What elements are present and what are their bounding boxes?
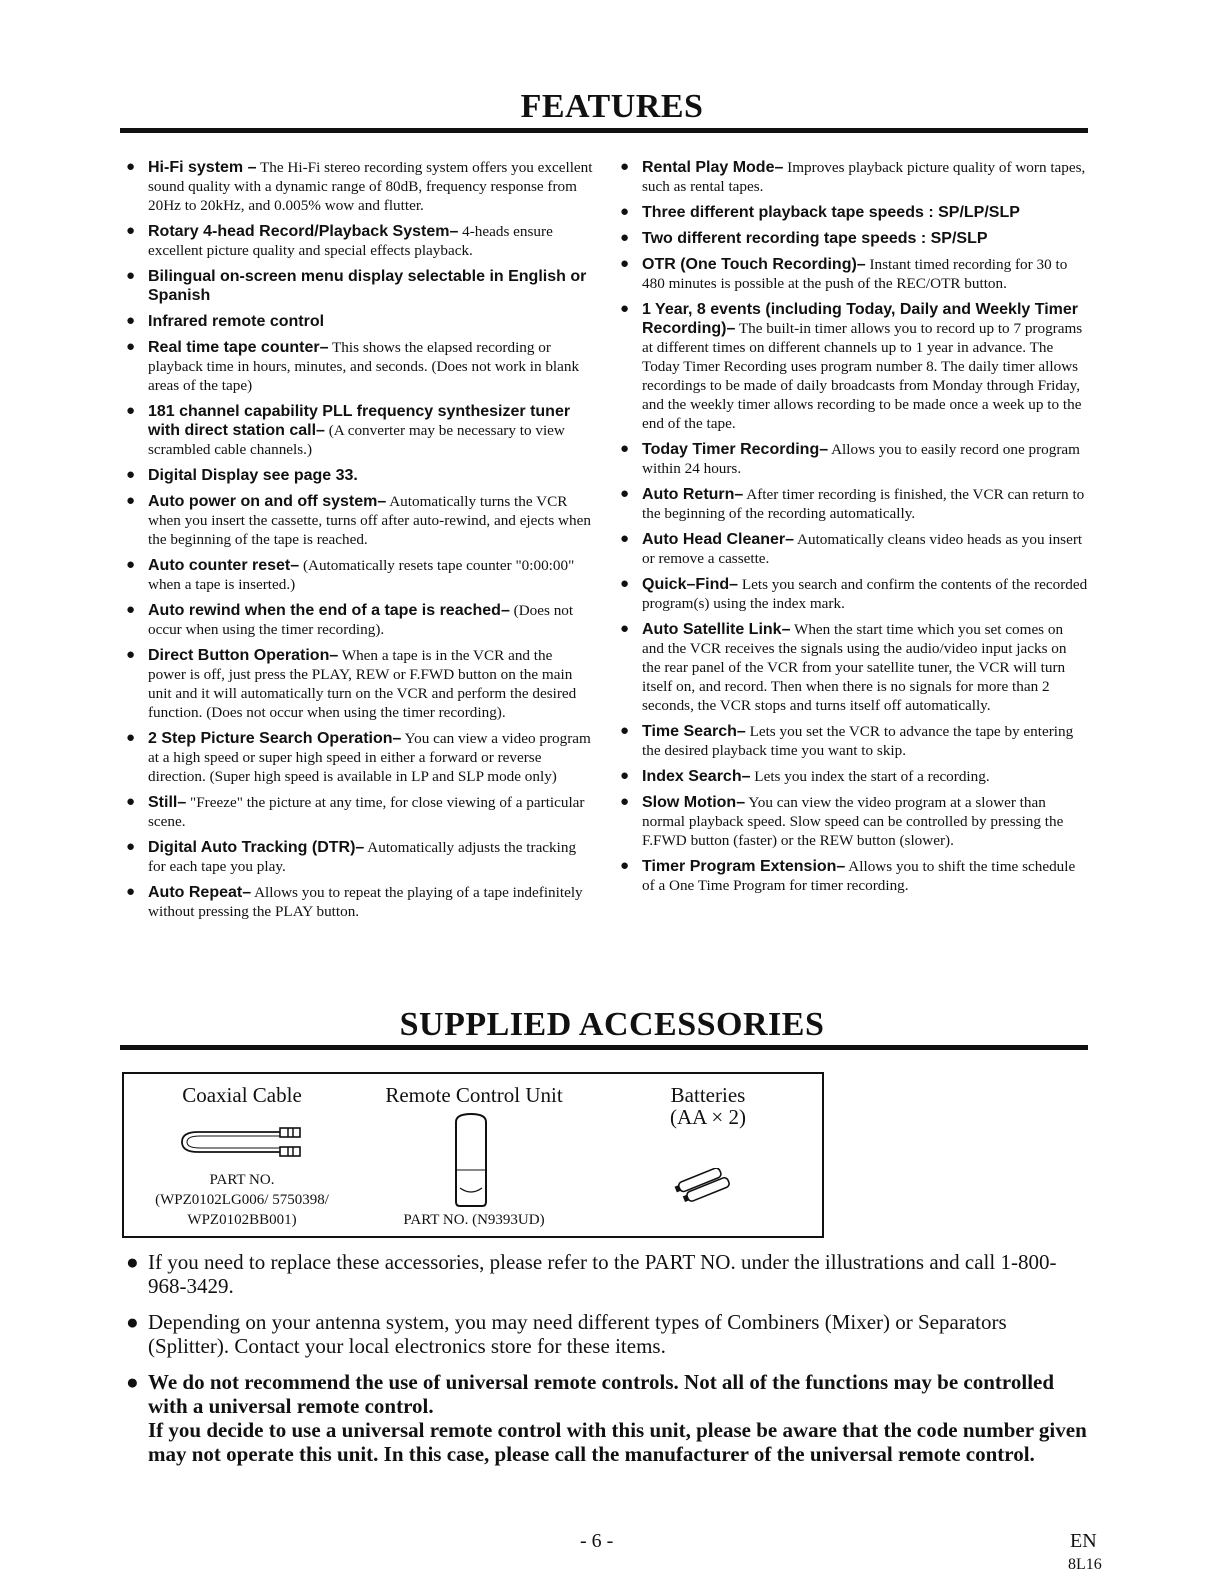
feature-name: Auto Satellite Link– (642, 621, 791, 638)
bullet-icon: ● (126, 884, 136, 900)
feature-item (616, 575, 1088, 613)
bullet-icon: ● (126, 647, 136, 663)
feature-desc: Lets you set the VCR to advance the tape by entering the desired playback time you want to skip. (642, 723, 1074, 759)
feature-desc: Allows you to repeat the playing of a tape indefinitely without pressing the PLAY button. (148, 884, 583, 920)
feature-item (616, 203, 1088, 222)
feature-name: Auto Repeat– (148, 884, 252, 901)
feature-desc: Instant timed recording for 30 to 480 minutes is possible at the push of the REC/OTR button. (642, 256, 1068, 292)
remote-control-icon (448, 1110, 494, 1210)
bullet-icon: ● (126, 602, 136, 618)
feature-item (616, 485, 1088, 523)
feature-desc: After timer recording is finished, the VCR can return to the beginning of the recording automatically. (642, 486, 1085, 522)
batteries-label (624, 1084, 792, 1128)
feature-desc: Automatically turns the VCR when you insert the cassette, turns off after auto-rewind, and ejects when the beginning of the tape is reached. (148, 493, 591, 548)
feature-name: Auto rewind when the end of a tape is reached– (148, 602, 510, 619)
bullet-icon: ● (620, 621, 630, 637)
feature-desc: Allows you to shift the time schedule of a One Time Program for timer recording. (642, 858, 1076, 894)
bullet-icon: ● (620, 301, 630, 317)
feature-item (122, 222, 594, 260)
feature-item (122, 838, 594, 876)
feature-item (122, 338, 594, 395)
feature-name: Auto counter reset– (148, 557, 300, 574)
feature-item (122, 601, 594, 639)
feature-item (616, 300, 1088, 433)
accessories-box (122, 1072, 824, 1238)
feature-item (616, 722, 1088, 760)
feature-item (122, 267, 594, 305)
feature-desc: You can view the video program at a slower than normal playback speed. Slow speed can be controlled by pressing the F.FWD button (faster) or the REW button (slower). (642, 794, 1064, 849)
bullet-icon: ● (620, 576, 630, 592)
feature-name: Auto power on and off system– (148, 493, 387, 510)
bullet-icon: ● (620, 794, 630, 810)
bullet-icon: ● (126, 794, 136, 810)
feature-item (616, 255, 1088, 293)
feature-name: Two different recording tape speeds : SP/SLP (642, 230, 988, 247)
feature-name: Auto Return– (642, 486, 744, 503)
batteries-name: Batteries (670, 1083, 746, 1107)
note-item (122, 1250, 1092, 1298)
feature-item (122, 883, 594, 921)
feature-name: Three different playback tape speeds : SP/LP/SLP (642, 204, 1020, 221)
bullet-icon: ● (126, 159, 136, 175)
feature-item (122, 492, 594, 549)
coaxial-part-number (134, 1170, 350, 1230)
feature-desc: (Does not occur when using the timer recording). (148, 602, 574, 638)
bullet-icon: ● (126, 467, 136, 483)
bullet-icon: ● (126, 339, 136, 355)
feature-desc: Automatically cleans video heads as you insert or remove a cassette. (642, 531, 1083, 567)
feature-name: Quick–Find– (642, 576, 739, 593)
universal-remote-warning (122, 1370, 1092, 1466)
feature-item (616, 229, 1088, 248)
feature-desc: Lets you index the start of a recording. (750, 768, 990, 785)
feature-item (122, 556, 594, 594)
bullet-icon: ● (620, 256, 630, 272)
feature-item (122, 158, 594, 215)
feature-item (616, 620, 1088, 715)
feature-name: Still– (148, 794, 187, 811)
feature-name: Auto Head Cleaner– (642, 531, 795, 548)
feature-desc: Automatically adjusts the tracking for each tape you play. (148, 839, 577, 875)
batteries-quantity: (AA × 2) (669, 1105, 746, 1129)
feature-name: Rotary 4-head Record/Playback System– (148, 223, 459, 240)
bullet-icon: ● (620, 230, 630, 246)
feature-item (122, 312, 594, 331)
feature-name: Infrared remote control (148, 313, 325, 330)
batteries-icon (668, 1168, 738, 1202)
feature-item (122, 793, 594, 831)
accessory-notes (122, 1250, 1092, 1478)
bullet-icon: ● (126, 1250, 139, 1274)
features-title: FEATURES (520, 88, 704, 125)
coaxial-part-line: (WPZ0102LG006/ 5750398/ (155, 1192, 329, 1208)
feature-item (616, 793, 1088, 850)
bullet-icon: ● (126, 730, 136, 746)
features-right-column (616, 158, 1088, 902)
feature-desc: (Automatically resets tape counter "0:00:00" when a tape is inserted.) (148, 557, 575, 593)
bullet-icon: ● (126, 403, 136, 419)
bullet-icon: ● (126, 493, 136, 509)
bullet-icon: ● (126, 839, 136, 855)
features-left-column (122, 158, 594, 928)
feature-desc: 4-heads ensure excellent picture quality and special effects playback. (148, 223, 553, 259)
feature-name: 181 channel capability PLL frequency synthesizer tuner with direct station call– (148, 403, 571, 439)
bullet-icon: ● (126, 1370, 139, 1394)
feature-name: OTR (One Touch Recording)– (642, 256, 866, 273)
bullet-icon: ● (620, 441, 630, 457)
feature-item (122, 466, 594, 485)
bullet-icon: ● (126, 557, 136, 573)
feature-name: Hi-Fi system – (148, 159, 257, 176)
accessories-rule (120, 1045, 1088, 1050)
feature-desc: When the start time which you set comes on and the VCR receives the signals using the audio/video input jacks on the rear panel of the VCR from your satellite tuner, the VCR will turn itself on, and record. Then when there is no signals for more than 2 seconds, the VCR stops and turns itself off automatically. (642, 621, 1067, 714)
feature-item (616, 158, 1088, 196)
bullet-icon: ● (620, 159, 630, 175)
feature-item (122, 402, 594, 459)
feature-name: Timer Program Extension– (642, 858, 846, 875)
feature-name: Today Timer Recording– (642, 441, 829, 458)
feature-name: Digital Auto Tracking (DTR)– (148, 839, 365, 856)
bullet-icon: ● (126, 223, 136, 239)
feature-name: Rental Play Mode– (642, 159, 784, 176)
features-rule (120, 128, 1088, 133)
coaxial-part-line: WPZ0102BB001) (187, 1212, 297, 1228)
bullet-icon: ● (126, 313, 136, 329)
feature-name: Index Search– (642, 768, 751, 785)
feature-desc: When a tape is in the VCR and the power is off, just press the PLAY, REW or F.FWD button on the main unit and it will automatically turn on the VCR and perform the desired function. (Does not occur when using the timer recording). (148, 647, 577, 721)
bullet-icon: ● (620, 204, 630, 220)
feature-item (616, 767, 1088, 786)
document-code: 8L16 (1068, 1556, 1102, 1573)
bullet-icon: ● (126, 1310, 139, 1334)
bullet-icon: ● (126, 268, 136, 284)
feature-desc: You can view a video program at a high speed or super high speed in either a forward or reverse direction. (Super high speed is available in LP and SLP mode only) (148, 730, 591, 785)
note-text: If you need to replace these accessories, please refer to the PART NO. under the illustrations and call 1-800-968-3429. (148, 1250, 1057, 1298)
bullet-icon: ● (620, 723, 630, 739)
warning-line: We do not recommend the use of universal remote controls. Not all of the functions may be controlled with a universal remote control. (148, 1370, 1055, 1418)
feature-name: Real time tape counter– (148, 339, 329, 356)
feature-item (616, 530, 1088, 568)
remote-part-number: PART NO. (N9393UD) (403, 1212, 545, 1228)
feature-item (122, 646, 594, 722)
remote-control-label: Remote Control Unit (385, 1083, 563, 1107)
note-text: Depending on your antenna system, you may need different types of Combiners (Mixer) or Separators (Splitter). Contact your local electronics store for these items. (148, 1310, 1007, 1358)
coaxial-cable-icon (176, 1124, 308, 1160)
feature-name: 2 Step Picture Search Operation– (148, 730, 402, 747)
coaxial-part-line: PART NO. (209, 1172, 275, 1188)
page-number: - 6 - (580, 1530, 614, 1552)
feature-desc: "Freeze" the picture at any time, for close viewing of a particular scene. (148, 794, 585, 830)
feature-desc: The Hi-Fi stereo recording system offers you excellent sound quality with a dynamic range of 80dB, frequency response from 20Hz to 20kHz, and 0.005% wow and flutter. (148, 159, 593, 214)
feature-item (616, 440, 1088, 478)
coaxial-cable-label: Coaxial Cable (182, 1083, 302, 1107)
feature-name: Slow Motion– (642, 794, 746, 811)
feature-desc: This shows the elapsed recording or playback time in hours, minutes, and seconds. (Does not work in blank areas of the tape) (148, 339, 580, 394)
note-item (122, 1310, 1092, 1358)
feature-desc: The built-in timer allows you to record up to 7 programs at different times on different channels up to 1 year in advance. The Today Timer Recording uses program number 8. The daily timer allows recordings to be made of daily broadcasts from Monday through Friday, and the weekly timer allows recording to be made once a week up to the end of the tape. (642, 320, 1083, 432)
feature-desc: Improves playback picture quality of worn tapes, such as rental tapes. (642, 159, 1086, 195)
feature-desc: Lets you search and confirm the contents of the recorded program(s) using the index mark. (642, 576, 1088, 612)
feature-name: Direct Button Operation– (148, 647, 339, 664)
bullet-icon: ● (620, 486, 630, 502)
feature-name: Time Search– (642, 723, 746, 740)
bullet-icon: ● (620, 531, 630, 547)
language-code: EN (1070, 1530, 1097, 1552)
feature-item (122, 729, 594, 786)
bullet-icon: ● (620, 768, 630, 784)
feature-desc: Allows you to easily record one program within 24 hours. (642, 441, 1080, 477)
feature-desc: (A converter may be necessary to view scrambled cable channels.) (148, 422, 565, 458)
warning-line: If you decide to use a universal remote control with this unit, please be aware that the code number given may not operate this unit. In this case, please call the manufacturer of the universal remote control. (148, 1418, 1087, 1466)
accessories-title: SUPPLIED ACCESSORIES (399, 1006, 825, 1043)
feature-item (616, 857, 1088, 895)
feature-name: 1 Year, 8 events (including Today, Daily and Weekly Timer Recording)– (642, 301, 1079, 337)
feature-name: Digital Display see page 33. (148, 467, 358, 484)
bullet-icon: ● (620, 858, 630, 874)
feature-name: Bilingual on-screen menu display selectable in English or Spanish (148, 268, 587, 304)
